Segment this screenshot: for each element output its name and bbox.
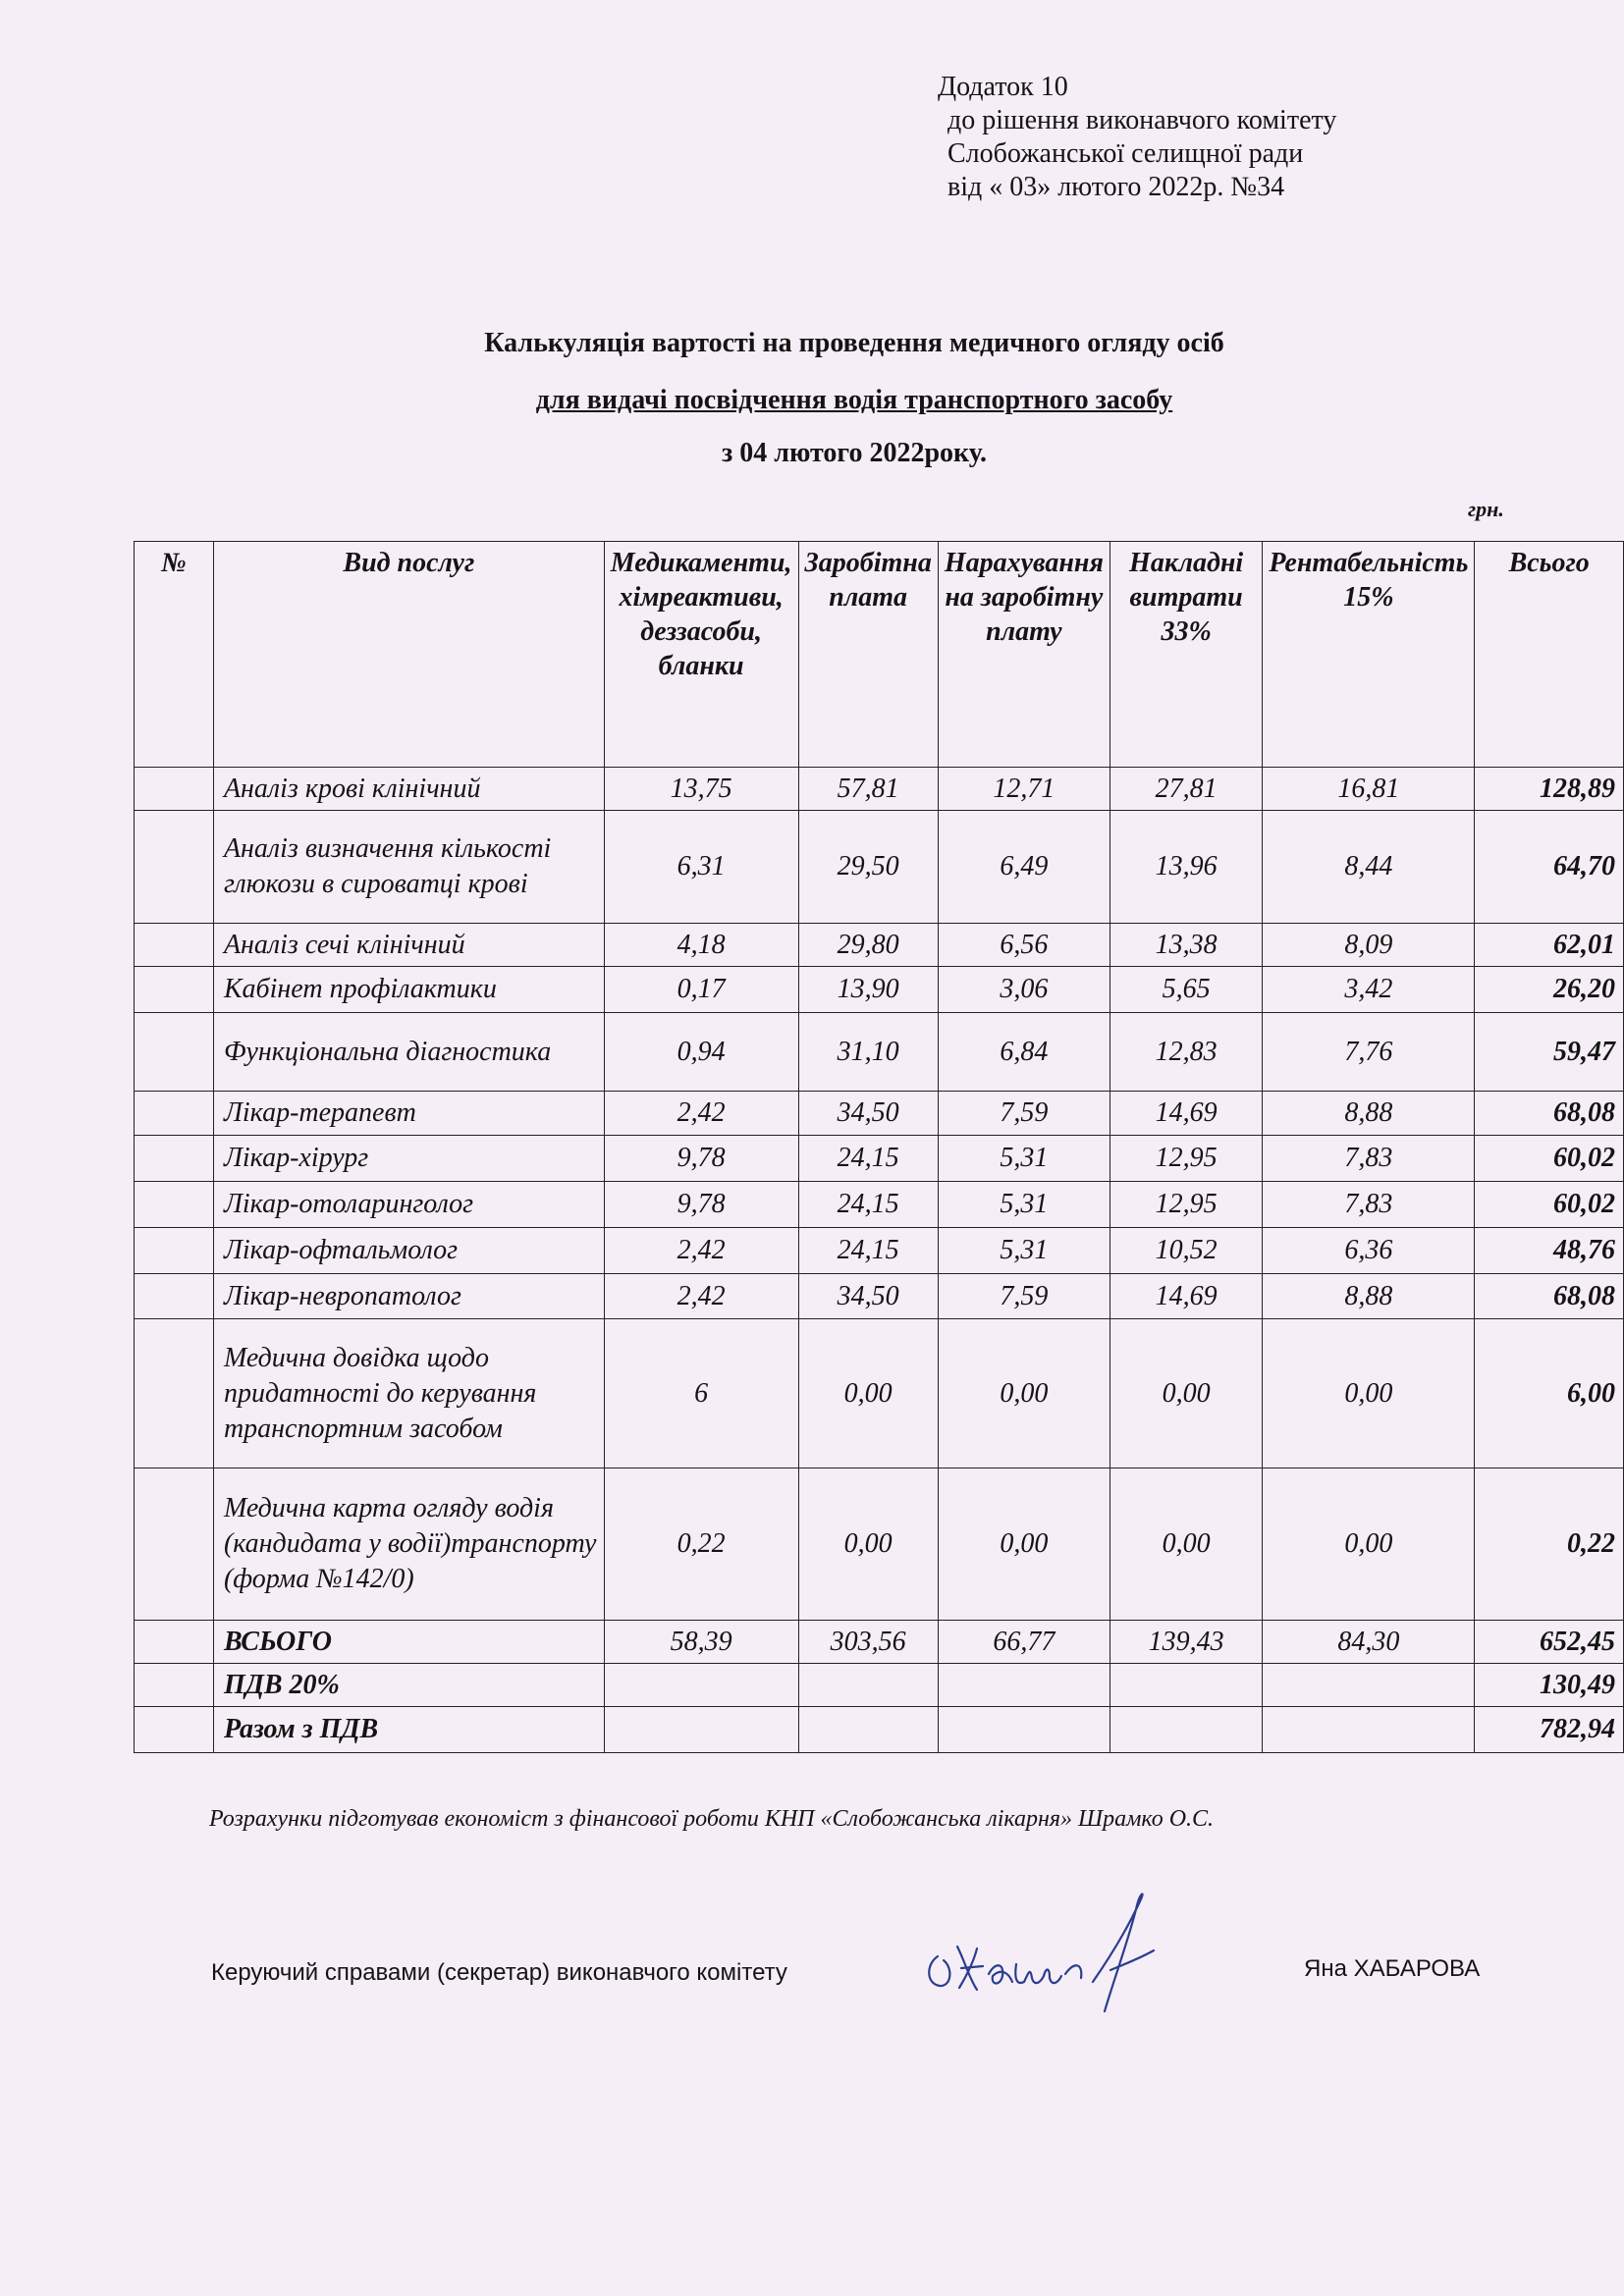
row-total: 68,08 [1475, 1092, 1624, 1136]
row-total: 26,20 [1475, 967, 1624, 1013]
summary-vat-label: ПДВ 20% [213, 1664, 604, 1707]
row-salary: 57,81 [798, 768, 938, 811]
row-profit: 0,00 [1263, 1468, 1475, 1621]
summary-row-vat [135, 1664, 1624, 1707]
row-num [135, 1182, 214, 1228]
row-salary: 24,15 [798, 1136, 938, 1182]
row-num [135, 768, 214, 811]
row-service: Функціональна діагностика [213, 1013, 604, 1092]
summary-total-accrual: 66,77 [938, 1621, 1110, 1664]
row-overhead: 0,00 [1110, 1319, 1262, 1468]
appendix-line-3: Слобожанської селищної ради [947, 138, 1304, 169]
row-salary: 13,90 [798, 967, 938, 1013]
summary-total-medicine: 58,39 [604, 1621, 798, 1664]
row-accrual: 5,31 [938, 1136, 1110, 1182]
row-total: 62,01 [1475, 924, 1624, 967]
row-num [135, 924, 214, 967]
row-overhead: 27,81 [1110, 768, 1262, 811]
summary-total-salary: 303,56 [798, 1621, 938, 1664]
row-salary: 0,00 [798, 1468, 938, 1621]
row-num [135, 1468, 214, 1621]
row-salary: 29,50 [798, 811, 938, 924]
row-salary: 31,10 [798, 1013, 938, 1092]
row-num [135, 1319, 214, 1468]
row-overhead: 13,96 [1110, 811, 1262, 924]
row-profit: 0,00 [1263, 1319, 1475, 1468]
header-medicine: Медикаменти, хімреактиви, деззасоби, бланки [604, 542, 798, 768]
summary-row-with-vat [135, 1707, 1624, 1753]
table-row [135, 811, 1624, 924]
summary-total-label: ВСЬОГО [213, 1621, 604, 1664]
row-overhead: 14,69 [1110, 1274, 1262, 1319]
row-total: 64,70 [1475, 811, 1624, 924]
appendix-line-2: до рішення виконавчого комітету [947, 105, 1337, 135]
row-num [135, 1136, 214, 1182]
row-profit: 7,83 [1263, 1182, 1475, 1228]
row-accrual: 7,59 [938, 1092, 1110, 1136]
prepared-by-note: Розрахунки підготував економіст з фінансової роботи КНП «Слобожанська лікарня» Шрамко О.С. [209, 1806, 1215, 1832]
table-row [135, 1182, 1624, 1228]
table-row [135, 1136, 1624, 1182]
appendix-header [938, 71, 1336, 204]
summary-total-overhead: 139,43 [1110, 1621, 1262, 1664]
row-overhead: 12,95 [1110, 1182, 1262, 1228]
row-overhead: 0,00 [1110, 1468, 1262, 1621]
row-service: Кабінет профілактики [213, 967, 604, 1013]
row-profit: 7,83 [1263, 1136, 1475, 1182]
row-salary: 24,15 [798, 1182, 938, 1228]
table-row [135, 768, 1624, 811]
row-accrual: 0,00 [938, 1468, 1110, 1621]
row-service: Аналіз крові клінічний [213, 768, 604, 811]
row-overhead: 10,52 [1110, 1228, 1262, 1274]
row-num [135, 1013, 214, 1092]
row-overhead: 14,69 [1110, 1092, 1262, 1136]
row-salary: 34,50 [798, 1092, 938, 1136]
row-total: 48,76 [1475, 1228, 1624, 1274]
row-medicine: 13,75 [604, 768, 798, 811]
row-overhead: 5,65 [1110, 967, 1262, 1013]
row-profit: 3,42 [1263, 967, 1475, 1013]
row-salary: 29,80 [798, 924, 938, 967]
currency-unit: грн. [1468, 497, 1504, 521]
row-salary: 0,00 [798, 1319, 938, 1468]
row-service: Лікар-невропатолог [213, 1274, 604, 1319]
row-total: 6,00 [1475, 1319, 1624, 1468]
row-salary: 34,50 [798, 1274, 938, 1319]
summary-row-total [135, 1621, 1624, 1664]
table-row [135, 1468, 1624, 1621]
row-accrual: 6,84 [938, 1013, 1110, 1092]
table-row [135, 924, 1624, 967]
document-title-line-3: з 04 лютого 2022року. [722, 438, 987, 468]
row-medicine: 2,42 [604, 1092, 798, 1136]
summary-with-vat-label: Разом з ПДВ [213, 1707, 604, 1753]
header-salary: Заробітна плата [798, 542, 938, 768]
row-medicine: 9,78 [604, 1136, 798, 1182]
table-row [135, 967, 1624, 1013]
row-total: 0,22 [1475, 1468, 1624, 1621]
document-title-line-1: Калькуляція вартості на проведення медичного огляду осіб [484, 328, 1224, 358]
row-accrual: 5,31 [938, 1228, 1110, 1274]
row-total: 60,02 [1475, 1136, 1624, 1182]
table-row [135, 1013, 1624, 1092]
row-profit: 8,88 [1263, 1092, 1475, 1136]
row-total: 128,89 [1475, 768, 1624, 811]
row-profit: 8,44 [1263, 811, 1475, 924]
appendix-line-4: від « 03» лютого 2022р. №34 [947, 172, 1285, 202]
row-accrual: 5,31 [938, 1182, 1110, 1228]
header-service: Вид послуг [213, 542, 604, 768]
header-profit: Рентабельність 15% [1263, 542, 1475, 768]
summary-total-profit: 84,30 [1263, 1621, 1475, 1664]
row-accrual: 3,06 [938, 967, 1110, 1013]
appendix-line-1: Додаток 10 [938, 72, 1068, 102]
row-medicine: 6 [604, 1319, 798, 1468]
row-medicine: 0,17 [604, 967, 798, 1013]
row-accrual: 6,56 [938, 924, 1110, 967]
row-profit: 16,81 [1263, 768, 1475, 811]
row-accrual: 7,59 [938, 1274, 1110, 1319]
row-medicine: 0,94 [604, 1013, 798, 1092]
row-total: 60,02 [1475, 1182, 1624, 1228]
row-service: Аналіз визначення кількості глюкози в сироватці крові [213, 811, 604, 924]
row-medicine: 4,18 [604, 924, 798, 967]
summary-total-value: 652,45 [1475, 1621, 1624, 1664]
row-num [135, 1228, 214, 1274]
cost-calculation-table [134, 541, 1624, 1753]
row-accrual: 0,00 [938, 1319, 1110, 1468]
row-service: Лікар-хірург [213, 1136, 604, 1182]
document-title-line-2: для видачі посвідчення водія транспортного засобу [535, 385, 1173, 415]
row-medicine: 2,42 [604, 1274, 798, 1319]
table-row [135, 1319, 1624, 1468]
signatory-name: Яна ХАБАРОВА [1304, 1955, 1481, 1982]
row-overhead: 13,38 [1110, 924, 1262, 967]
table-row [135, 1228, 1624, 1274]
row-overhead: 12,83 [1110, 1013, 1262, 1092]
row-num [135, 811, 214, 924]
row-service: Аналіз сечі клінічний [213, 924, 604, 967]
row-profit: 8,88 [1263, 1274, 1475, 1319]
row-profit: 7,76 [1263, 1013, 1475, 1092]
row-service: Медична карта огляду водія (кандидата у водії)транспорту (форма №142/0) [213, 1468, 604, 1621]
table-header-row [135, 542, 1624, 768]
row-num [135, 1274, 214, 1319]
row-medicine: 2,42 [604, 1228, 798, 1274]
signatory-role: Керуючий справами (секретар) виконавчого комітету [211, 1959, 787, 1986]
header-accrual: Нарахування на заробітну плату [938, 542, 1110, 768]
row-num [135, 967, 214, 1013]
row-accrual: 12,71 [938, 768, 1110, 811]
summary-with-vat-value: 782,94 [1475, 1707, 1624, 1753]
row-service: Лікар-отоларинголог [213, 1182, 604, 1228]
row-profit: 8,09 [1263, 924, 1475, 967]
row-medicine: 0,22 [604, 1468, 798, 1621]
table-row [135, 1274, 1624, 1319]
header-num: № [135, 542, 214, 768]
header-total: Всього [1475, 542, 1624, 768]
row-service: Медична довідка щодо придатності до керування транспортним засобом [213, 1319, 604, 1468]
table-row [135, 1092, 1624, 1136]
row-accrual: 6,49 [938, 811, 1110, 924]
row-medicine: 6,31 [604, 811, 798, 924]
row-num [135, 1092, 214, 1136]
header-overhead: Накладні витрати 33% [1110, 542, 1262, 768]
row-overhead: 12,95 [1110, 1136, 1262, 1182]
row-medicine: 9,78 [604, 1182, 798, 1228]
row-total: 59,47 [1475, 1013, 1624, 1092]
row-service: Лікар-офтальмолог [213, 1228, 604, 1274]
row-profit: 6,36 [1263, 1228, 1475, 1274]
row-service: Лікар-терапевт [213, 1092, 604, 1136]
row-salary: 24,15 [798, 1228, 938, 1274]
summary-vat-value: 130,49 [1475, 1664, 1624, 1707]
row-total: 68,08 [1475, 1274, 1624, 1319]
handwritten-signature [918, 1880, 1213, 2027]
